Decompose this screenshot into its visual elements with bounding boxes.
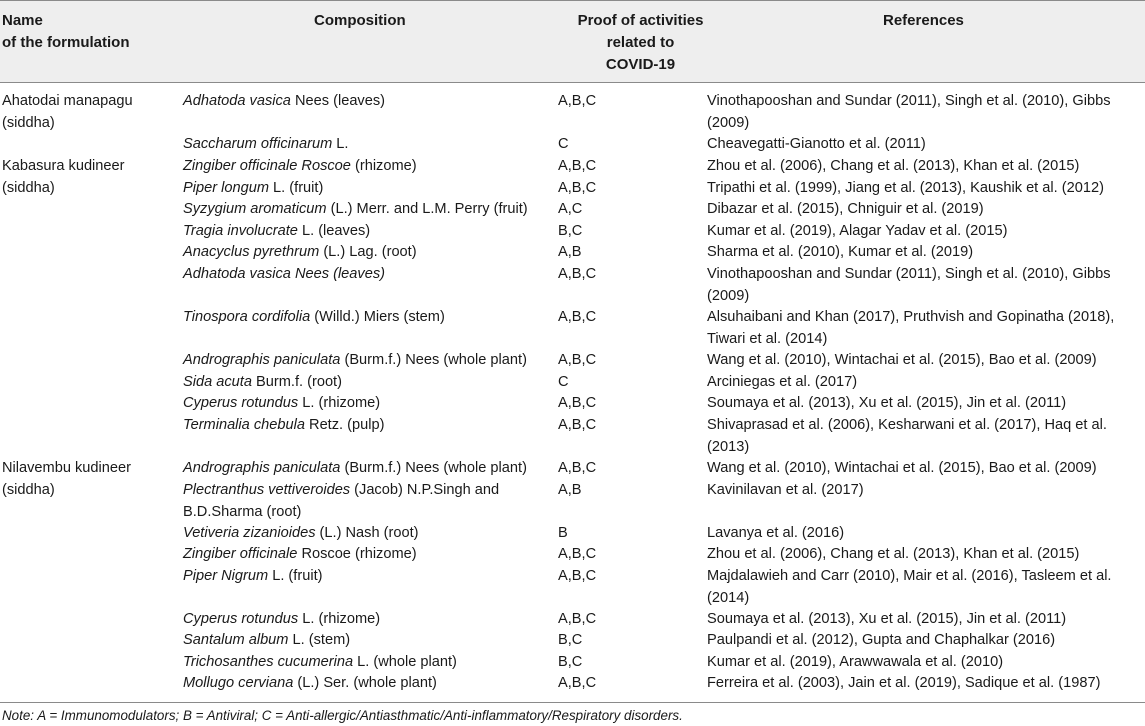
- reference-text: Paulpandi et al. (2012), Gupta and Chaphalkar (2016): [707, 632, 1056, 648]
- plant-part: L. (rhizome): [298, 611, 381, 627]
- proof-cell: A,B,C: [558, 395, 597, 411]
- species-name: Terminalia chebula: [183, 417, 305, 433]
- proof-cell: A,B,C: [558, 180, 597, 196]
- plant-part: Retz. (pulp): [304, 417, 385, 433]
- species-name: Anacyclus pyrethrum: [183, 244, 320, 260]
- species-name: Piper Nigrum: [183, 568, 269, 584]
- proof-cell: C: [558, 136, 569, 152]
- proof-cell: A,B,C: [558, 158, 597, 174]
- composition-cell: [183, 523, 419, 545]
- plant-part: Nees (leaves): [290, 93, 386, 109]
- species-name: Plectranthus vettiveroides: [183, 482, 351, 498]
- proof-cell: A,B,C: [558, 309, 597, 325]
- composition-cell: [183, 673, 437, 695]
- reference-text: Wang et al. (2010), Wintachai et al. (2015), Bao et al. (2009): [707, 352, 1097, 368]
- species-name: Syzygium aromaticum: [183, 201, 327, 217]
- plant-part: (rhizome): [350, 158, 417, 174]
- proof-cell: A,B,C: [558, 611, 597, 627]
- reference-text: Majdalawieh and Carr (2010), Mair et al. (2016), Tasleem et al.: [707, 568, 1112, 584]
- plant-part: Roscoe (rhizome): [297, 546, 417, 562]
- reference-text: Soumaya et al. (2013), Xu et al. (2015), Jin et al. (2011): [707, 395, 1067, 411]
- reference-text: Vinothapooshan and Sundar (2011), Singh et al. (2010), Gibbs: [707, 266, 1111, 282]
- reference-text: Wang et al. (2010), Wintachai et al. (2015), Bao et al. (2009): [707, 460, 1097, 476]
- species-name: Vetiveria zizanioides: [183, 525, 316, 541]
- plant-part: (L.) Merr. and L.M. Perry (fruit): [326, 201, 528, 217]
- formulation-name: Nilavembu kudineer: [2, 460, 131, 476]
- species-name: Mollugo cerviana: [183, 675, 294, 691]
- top-rule: [0, 0, 1145, 1]
- composition-cell: [183, 480, 499, 502]
- reference-text: Tiwari et al. (2014): [707, 330, 828, 347]
- bottom-rule: [0, 702, 1145, 703]
- species-name: Andrographis paniculata: [183, 352, 341, 368]
- plant-part: L. (leaves): [297, 223, 371, 239]
- reference-text: Kumar et al. (2019), Arawwawala et al. (2010): [707, 654, 1004, 670]
- proof-cell: A,B,C: [558, 568, 597, 584]
- species-name: Piper longum: [183, 180, 269, 196]
- plant-part: L. (rhizome): [298, 395, 381, 411]
- composition-cell: [183, 544, 417, 566]
- formulation-name: Kabasura kudineer: [2, 158, 125, 174]
- plant-part: (Burm.f.) Nees (whole plant): [340, 352, 527, 368]
- header-references: References: [883, 12, 964, 29]
- species-name: Trichosanthes cucumerina: [183, 654, 354, 670]
- plant-part: L.: [332, 136, 349, 152]
- header-composition: Composition: [314, 12, 406, 29]
- proof-cell: A,B,C: [558, 546, 597, 562]
- reference-text: Tripathi et al. (1999), Jiang et al. (2013), Kaushik et al. (2012): [707, 180, 1104, 196]
- species-name: Sida acuta: [183, 374, 252, 390]
- proof-cell: A,B,C: [558, 460, 597, 476]
- reference-text: Vinothapooshan and Sundar (2011), Singh et al. (2010), Gibbs: [707, 93, 1111, 109]
- composition-cell: [183, 134, 348, 156]
- proof-cell: C: [558, 374, 569, 390]
- composition-cell: [183, 307, 445, 329]
- reference-text: (2009): [707, 287, 750, 304]
- species-name: Cyperus rotundus: [183, 611, 299, 627]
- reference-text: Sharma et al. (2010), Kumar et al. (2019): [707, 244, 974, 260]
- composition-cell: [183, 242, 417, 264]
- proof-cell: A,C: [558, 201, 583, 217]
- plant-part: (Jacob) N.P.Singh and: [350, 482, 500, 498]
- species-name: Santalum album: [183, 632, 289, 648]
- plant-part: (Burm.f.) Nees (whole plant): [340, 460, 527, 476]
- proof-cell: A,B,C: [558, 266, 597, 282]
- plant-part: (L.) Ser. (whole plant): [293, 675, 437, 691]
- composition-cell: [183, 350, 527, 372]
- composition-cell: [183, 393, 380, 415]
- species-name: Adhatoda vasica Nees (leaves): [183, 266, 385, 282]
- reference-text: Shivaprasad et al. (2006), Kesharwani et al. (2017), Haq et al.: [707, 417, 1107, 433]
- proof-cell: A,B,C: [558, 352, 597, 368]
- formulation-name: (siddha): [2, 481, 55, 498]
- plant-part: L. (fruit): [268, 568, 323, 584]
- composition-cell: [183, 652, 457, 674]
- plant-part: (L.) Lag. (root): [319, 244, 417, 260]
- composition-cell: [183, 372, 342, 394]
- header-name: Name of the formulation: [2, 12, 130, 51]
- formulation-name: (siddha): [2, 179, 55, 196]
- reference-text: Kumar et al. (2019), Alagar Yadav et al. (2015): [707, 223, 1008, 239]
- composition-continuation: B.D.Sharma (root): [183, 503, 302, 520]
- proof-cell: A,B,C: [558, 675, 597, 691]
- plant-part: Burm.f. (root): [251, 374, 342, 390]
- proof-cell: A,B: [558, 244, 582, 260]
- reference-text: Cheavegatti-Gianotto et al. (2011): [707, 136, 926, 152]
- composition-cell: [183, 630, 350, 652]
- reference-text: Alsuhaibani and Khan (2017), Pruthvish and Gopinatha (2018),: [707, 309, 1115, 325]
- reference-text: Kavinilavan et al. (2017): [707, 482, 864, 498]
- species-name: Tinospora cordifolia: [183, 309, 311, 325]
- proof-cell: A,B: [558, 482, 582, 498]
- composition-cell: [183, 221, 370, 243]
- composition-cell: [183, 156, 417, 178]
- plant-part: (Willd.) Miers (stem): [310, 309, 445, 325]
- composition-cell: [183, 415, 384, 437]
- plant-part: (L.) Nash (root): [315, 525, 419, 541]
- reference-text: Dibazar et al. (2015), Chniguir et al. (2019): [707, 201, 984, 217]
- composition-cell: [183, 609, 380, 631]
- reference-text: Lavanya et al. (2016): [707, 525, 845, 541]
- header-rule: [0, 82, 1145, 83]
- composition-cell: [183, 178, 323, 200]
- proof-cell: A,B,C: [558, 93, 597, 109]
- species-name: Adhatoda vasica: [183, 93, 291, 109]
- reference-text: Zhou et al. (2006), Chang et al. (2013), Khan et al. (2015): [707, 158, 1080, 174]
- formulation-name: (siddha): [2, 114, 55, 131]
- proof-cell: B,C: [558, 223, 583, 239]
- header-proof: Proof of activities related to COVID-19: [577, 12, 704, 73]
- species-name: Andrographis paniculata: [183, 460, 341, 476]
- composition-cell: [183, 91, 385, 113]
- reference-text: Zhou et al. (2006), Chang et al. (2013), Khan et al. (2015): [707, 546, 1080, 562]
- composition-cell: [183, 199, 528, 221]
- reference-text: Ferreira et al. (2003), Jain et al. (2019), Sadique et al. (1987): [707, 675, 1101, 691]
- proof-cell: B: [558, 525, 568, 541]
- species-name: Saccharum officinarum: [183, 136, 333, 152]
- proof-cell: A,B,C: [558, 417, 597, 433]
- plant-part: L. (fruit): [269, 180, 324, 196]
- reference-text: Arciniegas et al. (2017): [707, 374, 858, 390]
- reference-text: (2009): [707, 114, 750, 131]
- proof-cell: B,C: [558, 654, 583, 670]
- species-name: Zingiber officinale Roscoe: [183, 158, 351, 174]
- species-name: Tragia involucrate: [183, 223, 298, 239]
- species-name: Zingiber officinale: [183, 546, 298, 562]
- reference-text: (2014): [707, 589, 750, 606]
- formulation-name: Ahatodai manapagu: [2, 93, 133, 109]
- reference-text: (2013): [707, 438, 750, 455]
- plant-part: L. (stem): [288, 632, 351, 648]
- plant-part: L. (whole plant): [353, 654, 457, 670]
- composition-cell: [183, 458, 527, 480]
- proof-cell: B,C: [558, 632, 583, 648]
- species-name: Cyperus rotundus: [183, 395, 299, 411]
- composition-cell: [183, 264, 385, 286]
- reference-text: Soumaya et al. (2013), Xu et al. (2015), Jin et al. (2011): [707, 611, 1067, 627]
- table-note: Note: A = Immunomodulators; B = Antiviral; C = Anti-allergic/Antiasthmatic/Anti-inflammatory/Respiratory disorders.: [2, 708, 683, 723]
- composition-cell: [183, 566, 322, 588]
